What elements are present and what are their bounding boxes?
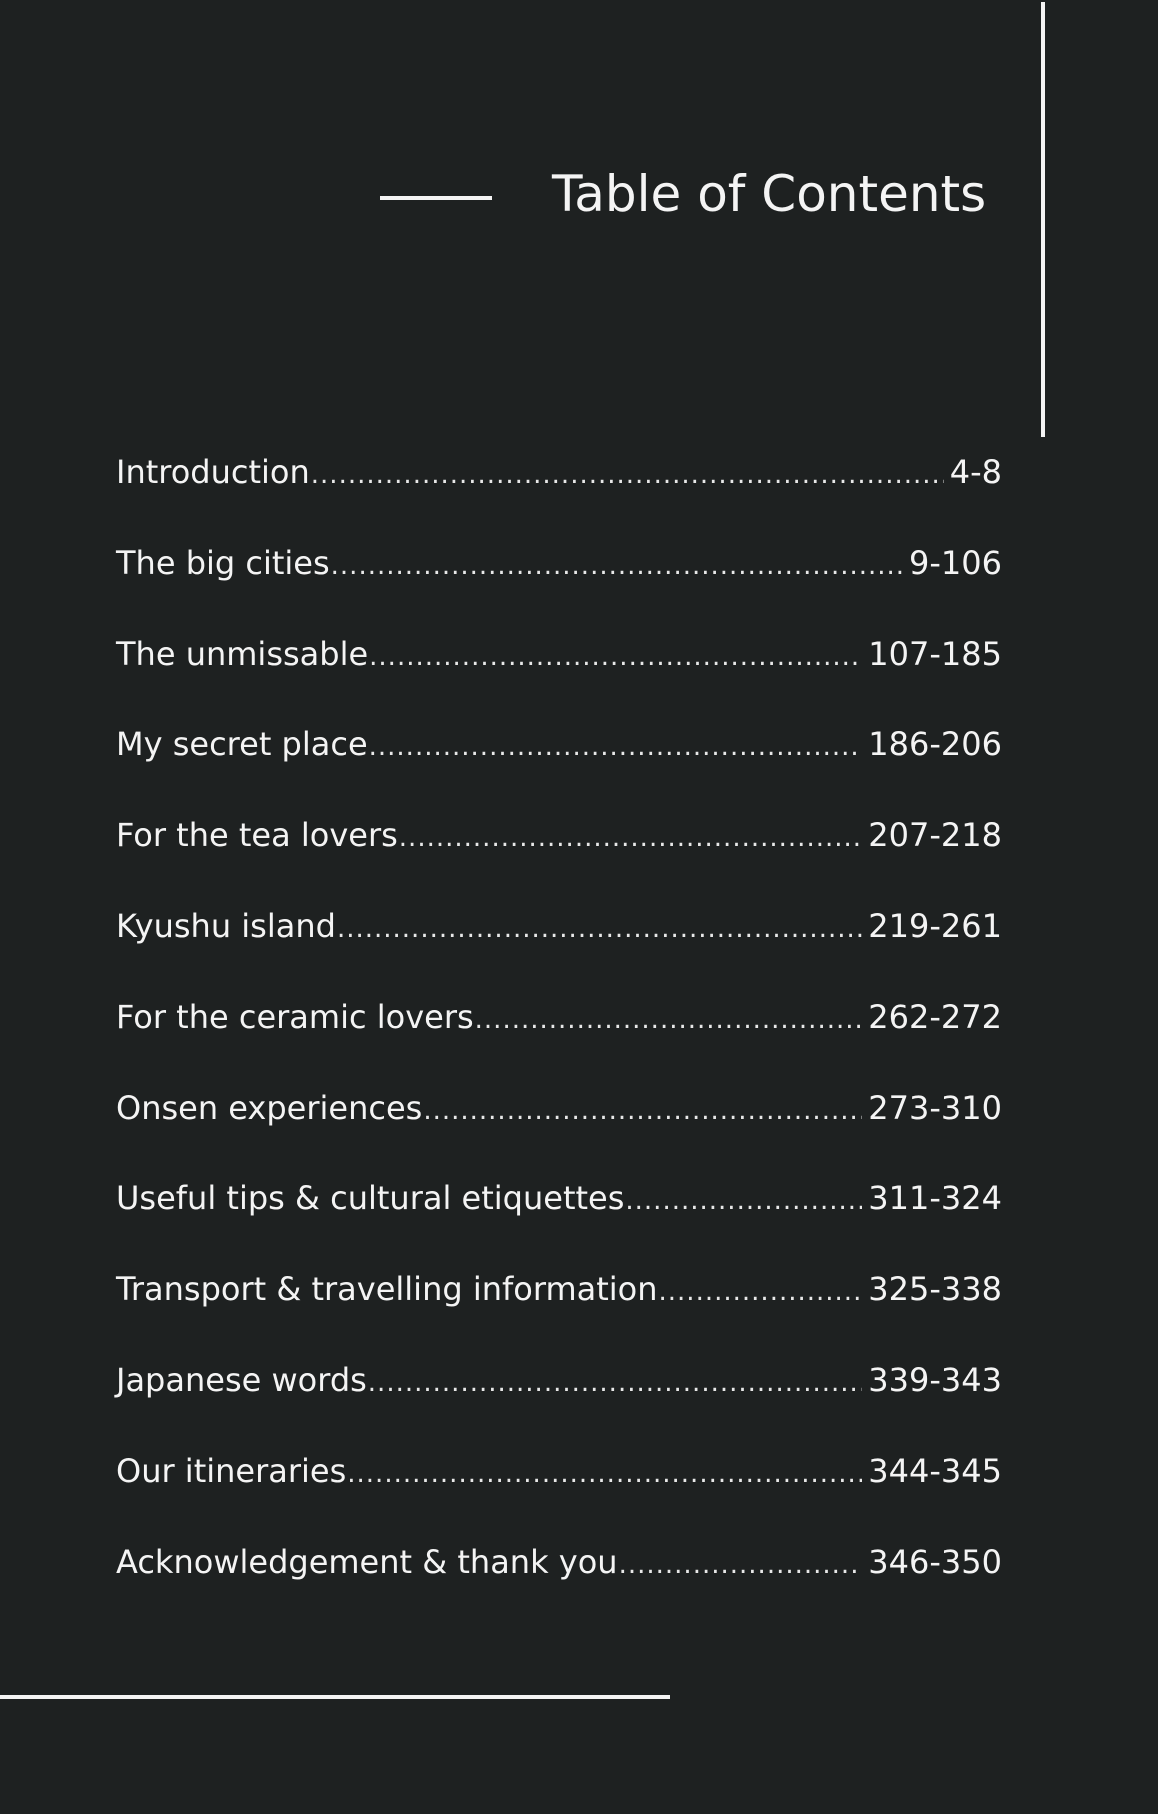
toc-entry-transport[interactable] [116,1259,1002,1350]
toc-entry-pages: 344-345 [868,1451,1002,1490]
toc-entry-pages: 262-272 [868,997,1002,1036]
toc-entry-label: For the tea lovers [116,816,398,855]
table-of-contents-list [116,442,1002,1622]
toc-entry-label: Japanese words [116,1360,367,1399]
dot-leader [369,717,863,777]
dot-leader [369,627,862,687]
toc-entry-label: The big cities [116,543,330,582]
toc-entry-pages: 4-8 [949,453,1002,491]
toc-entry-pages: 346-350 [868,1542,1002,1581]
toc-entry-label: Useful tips & cultural etiquettes [116,1179,625,1218]
toc-entry-pages: 107-185 [868,634,1002,673]
toc-entry-label: Kyushu island [116,906,336,945]
toc-entry-acknowledgement[interactable] [116,1532,1002,1623]
dot-leader [475,990,863,1050]
toc-entry-label: For the ceramic lovers [116,997,474,1036]
toc-entry-pages: 219-261 [868,906,1002,945]
toc-entry-label: Transport & travelling information [116,1270,658,1309]
dot-leader [625,1171,862,1231]
dot-leader [337,899,862,959]
toc-entry-ceramic-lovers[interactable] [116,987,1002,1078]
toc-entry-japanese-words[interactable] [116,1350,1002,1441]
toc-entry-itineraries[interactable] [116,1441,1002,1532]
toc-entry-tea-lovers[interactable] [116,805,1002,896]
toc-entry-label: Introduction [116,453,310,491]
dot-leader [659,1262,863,1322]
decorative-vertical-line [1041,2,1045,437]
toc-entry-label: The unmissable [116,634,369,673]
toc-entry-pages: 207-218 [868,816,1002,855]
toc-entry-pages: 325-338 [868,1270,1002,1309]
page-title: Table of Contents [552,165,987,223]
toc-entry-unmissable[interactable] [116,624,1002,715]
toc-entry-pages: 273-310 [868,1088,1002,1127]
dot-leader [311,445,944,505]
toc-entry-pages: 186-206 [868,725,1002,764]
dot-leader [399,808,863,868]
toc-entry-introduction[interactable] [116,442,1002,533]
toc-entry-kyushu-island[interactable] [116,896,1002,987]
toc-entry-label: Our itineraries [116,1451,347,1490]
dot-leader [368,1353,863,1413]
decorative-bottom-line [0,1695,670,1699]
toc-entry-pages: 339-343 [868,1360,1002,1399]
toc-entry-pages: 311-324 [868,1179,1002,1218]
toc-entry-label: My secret place [116,725,368,764]
toc-entry-label: Onsen experiences [116,1088,423,1127]
toc-entry-pages: 9-106 [909,543,1002,582]
toc-entry-secret-place[interactable] [116,714,1002,805]
toc-entry-useful-tips[interactable] [116,1168,1002,1259]
toc-entry-big-cities[interactable] [116,533,1002,624]
dot-leader [331,536,903,596]
dot-leader [347,1444,862,1504]
toc-entry-label: Acknowledgement & thank you [116,1542,618,1581]
dot-leader [423,1081,862,1141]
dot-leader [619,1535,863,1595]
title-dash-line [380,196,492,200]
toc-entry-onsen-experiences[interactable] [116,1078,1002,1169]
